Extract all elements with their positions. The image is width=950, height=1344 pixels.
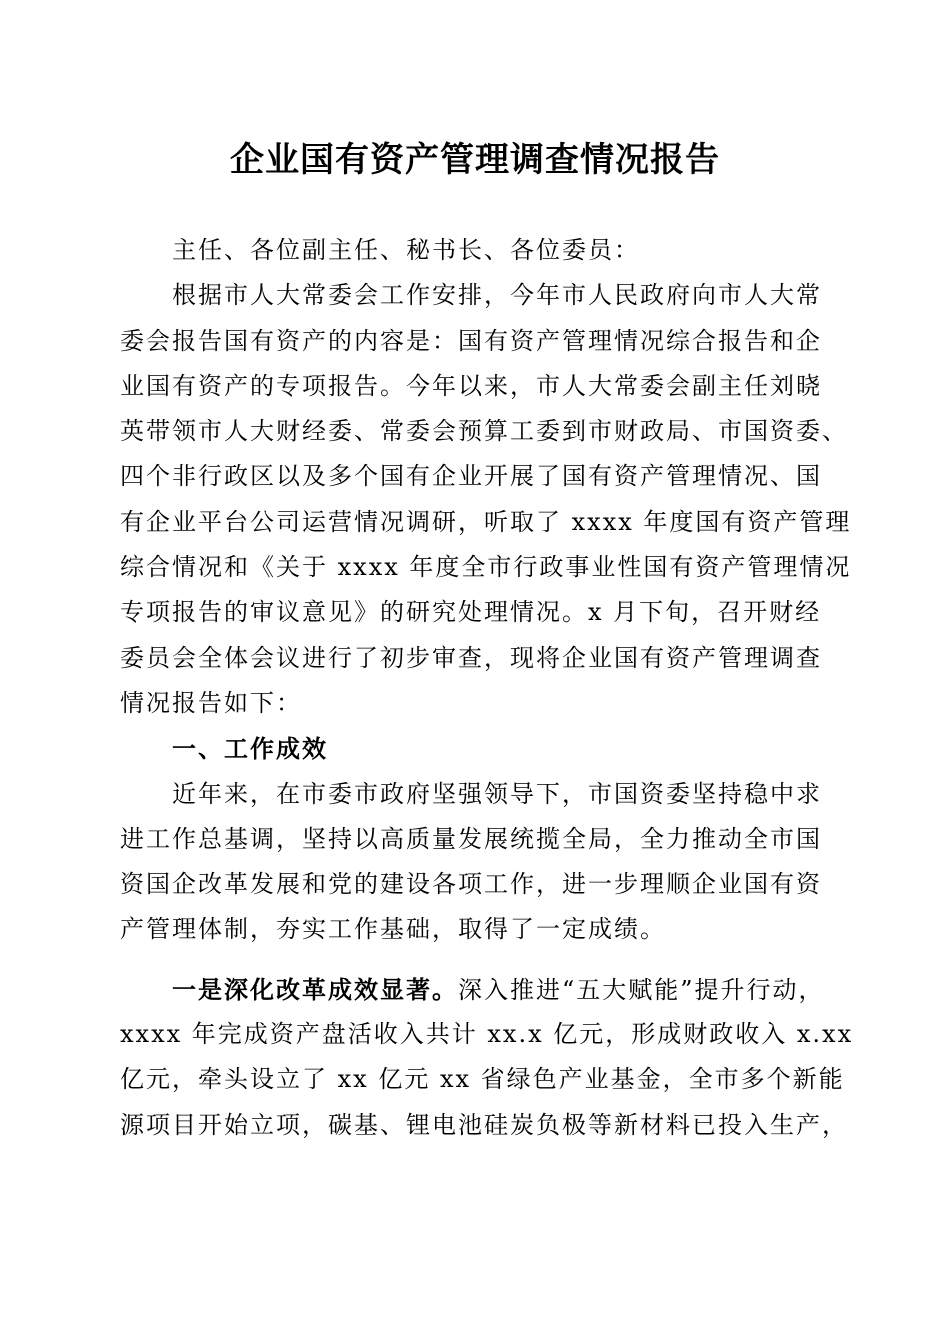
paragraph-2-line: 资国企改革发展和党的建设各项工作，进一步理顺企业国有资 <box>120 870 822 899</box>
document-body <box>120 228 854 1148</box>
paragraph-1-line: 综合情况和《关于 xxxx 年度全市行政事业性国有资产管理情况 <box>120 553 852 582</box>
paragraph-1-line: 情况报告如下： <box>120 688 302 717</box>
paragraph-3-line: 亿元，牵头设立了 xx 亿元 xx 省绿色产业基金，全市多个新能 <box>120 1065 845 1094</box>
paragraph-1-line: 委会报告国有资产的内容是：国有资产管理情况综合报告和企 <box>120 326 822 355</box>
document-title: 企业国有资产管理调查情况报告 <box>230 140 720 180</box>
paragraph-2-line: 产管理体制，夯实工作基础，取得了一定成绩。 <box>120 915 666 944</box>
paragraph-3-line <box>120 967 835 1012</box>
paragraph-3-line: xxxx 年完成资产盘活收入共计 xx.x 亿元，形成财政收入 x.xx <box>120 1020 854 1049</box>
paragraph-1-line: 英带领市人大财经委、常委会预算工委到市财政局、市国资委、 <box>120 417 848 446</box>
paragraph-2-line: 近年来，在市委市政府坚强领导下，市国资委坚持稳中求 <box>172 779 822 808</box>
paragraph-1-line: 四个非行政区以及多个国有企业开展了国有资产管理情况、国 <box>120 462 822 491</box>
paragraph-3-first-text: 深入推进“五大赋能”提升行动， <box>458 975 825 1004</box>
paragraph-1-line: 委员会全体会议进行了初步审查，现将企业国有资产管理调查 <box>120 643 822 672</box>
paragraph-2-line: 进工作总基调，坚持以高质量发展统揽全局，全力推动全市国 <box>120 824 822 853</box>
paragraph-1-line: 有企业平台公司运营情况调研，听取了 xxxx 年度国有资产管理 <box>120 507 852 536</box>
paragraph-1-line: 根据市人大常委会工作安排，今年市人民政府向市人大常 <box>172 281 822 310</box>
section-heading: 一、工作成效 <box>172 734 328 764</box>
paragraph-3-line: 源项目开始立项，碳基、锂电池硅炭负极等新材料已投入生产， <box>120 1110 848 1139</box>
paragraph-1-line: 专项报告的审议意见》的研究处理情况。x 月下旬，召开财经 <box>120 598 822 627</box>
paragraph-1-line: 业国有资产的专项报告。今年以来，市人大常委会副主任刘晓 <box>120 371 822 400</box>
salutation: 主任、各位副主任、秘书长、各位委员： <box>172 236 640 264</box>
paragraph-3-lead: 一是深化改革成效显著。 <box>172 974 458 1004</box>
